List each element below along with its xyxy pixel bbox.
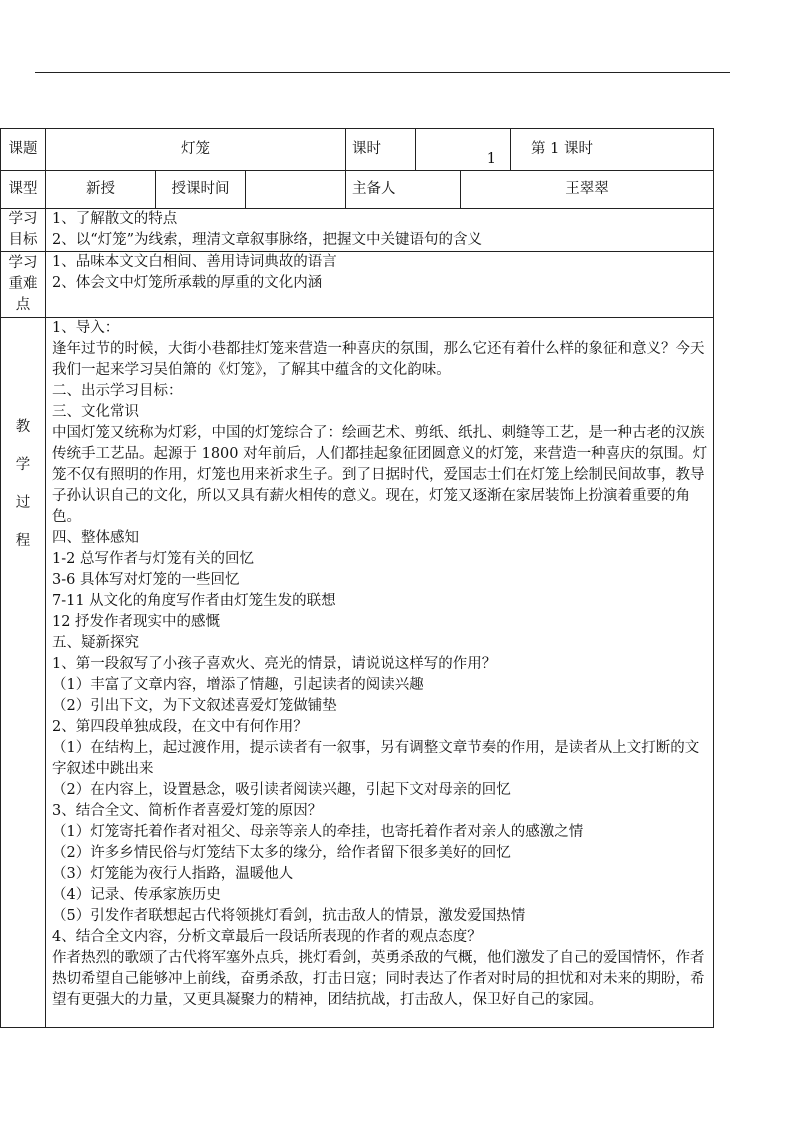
row-focus bbox=[1, 252, 714, 318]
type-label: 课型 bbox=[1, 171, 46, 209]
hours-label: 课时 bbox=[346, 129, 416, 171]
lesson-number: 第 1 课时 bbox=[511, 129, 714, 171]
process-label-char: 过 bbox=[15, 495, 31, 511]
header-rule bbox=[35, 72, 730, 73]
focus-content bbox=[46, 252, 714, 318]
type-value: 新授 bbox=[46, 171, 156, 209]
focus-label-line: 学习 bbox=[8, 255, 38, 271]
process-answer: （3）灯笼能为夜行人指路，温暖他人 bbox=[52, 866, 294, 882]
goal-item: 1、了解散文的特点 bbox=[52, 211, 178, 227]
process-answer: （4）记录、传承家族历史 bbox=[52, 887, 221, 903]
process-item: 3-6 具体写对灯笼的一些回忆 bbox=[52, 572, 240, 588]
process-heading: 五、疑新探究 bbox=[52, 635, 139, 651]
process-question: 3、结合全文、简析作者喜爱灯笼的原因？ bbox=[52, 803, 323, 819]
row-goals bbox=[1, 209, 714, 252]
goals-label bbox=[1, 209, 46, 252]
process-question: 2、第四段单独成段，在文中有何作用？ bbox=[52, 719, 308, 735]
process-answer: （2）许多乡情民俗与灯笼结下太多的缘分，给作者留下很多美好的回忆 bbox=[52, 845, 511, 861]
process-item: 12 抒发作者现实中的感慨 bbox=[52, 614, 221, 630]
goal-item: 2、以“灯笼”为线索，理清文章叙事脉络，把握文中关键语句的含义 bbox=[52, 232, 483, 248]
time-label: 授课时间 bbox=[156, 171, 246, 209]
row-process bbox=[1, 318, 714, 1028]
process-paragraph: 中国灯笼又统称为灯彩，中国的灯笼综合了：绘画艺术、剪纸、纸扎、刺缝等工艺，是一种古老的汉族传统手工艺品。起源于 1800 对年前后，人们都挂起象征团圆意义的灯笼，来营造一种喜庆的氛围。灯笼不仅有照明的作用，灯笼也用来祈求生子。到了日据时代，爱国志士们在灯笼上绘制民间故事，教导子孙认识自己的文化，所以又具有薪火相传的意义。现在，灯笼又逐渐在家居装饰上扮演着重要的角色。 bbox=[52, 425, 708, 525]
process-label-char: 教 bbox=[15, 419, 31, 435]
process-heading: 四、整体感知 bbox=[52, 530, 139, 546]
goals-label-line: 目标 bbox=[8, 232, 38, 248]
process-label bbox=[1, 318, 46, 1028]
process-label-char: 程 bbox=[15, 533, 31, 549]
process-paragraph: 作者热烈的歌颂了古代将军塞外点兵，挑灯看剑，英勇杀敌的气概，他们激发了自己的爱国情怀，作者热切希望自己能够冲上前线，奋勇杀敌，打击日寇；同时表达了作者对时局的担忧和对未来的期盼，希望有更强大的力量，又更具凝聚力的精神，团结抗战，打击敌人，保卫好自己的家园。 bbox=[52, 950, 705, 1008]
process-label-char: 学 bbox=[15, 457, 31, 473]
focus-item: 1、品味本文文白相间、善用诗词典故的语言 bbox=[52, 254, 337, 270]
focus-label bbox=[1, 252, 46, 318]
process-answer: （1）丰富了文章内容，增添了情趣，引起读者的阅读兴趣 bbox=[52, 677, 424, 693]
process-answer: （2）在内容上，设置悬念，吸引读者阅读兴趣，引起下文对母亲的回忆 bbox=[52, 782, 511, 798]
process-paragraph: 逢年过节的时候，大街小巷都挂灯笼来营造一种喜庆的氛围，那么它还有着什么样的象征和意义？今天我们一起来学习吴伯箫的《灯笼》，了解其中蕴含的文化韵味。 bbox=[52, 341, 705, 378]
process-heading: 二、出示学习目标： bbox=[52, 383, 183, 399]
goals-label-line: 学习 bbox=[8, 211, 38, 227]
process-question: 4、结合全文内容，分析文章最后一段话所表现的作者的观点态度？ bbox=[52, 929, 482, 945]
process-answer: （1）在结构上，起过渡作用，提示读者有一叙事，另有调整文章节奏的作用，是读者从上文打断的文字叙述中跳出来 bbox=[52, 740, 700, 777]
preparer-value: 王翠翠 bbox=[461, 171, 714, 209]
focus-label-line: 点 bbox=[15, 297, 31, 313]
focus-label-line: 重难 bbox=[8, 276, 38, 292]
process-content bbox=[46, 318, 714, 1028]
goals-content bbox=[46, 209, 714, 252]
focus-item: 2、体会文中灯笼所承载的厚重的文化内涵 bbox=[52, 275, 323, 291]
process-answer: （2）引出下文，为下文叙述喜爱灯笼做铺垫 bbox=[52, 698, 337, 714]
course-label: 课题 bbox=[1, 129, 46, 171]
hours-value: 1 bbox=[416, 129, 511, 171]
process-answer: （5）引发作者联想起古代将领挑灯看剑，抗击敌人的情景，激发爱国热情 bbox=[52, 908, 526, 924]
time-value bbox=[246, 171, 346, 209]
preparer-label: 主备人 bbox=[346, 171, 461, 209]
row-course bbox=[1, 129, 714, 171]
process-question: 1、第一段叙写了小孩子喜欢火、亮光的情景，请说说这样写的作用？ bbox=[52, 656, 497, 672]
course-title: 灯笼 bbox=[46, 129, 346, 171]
process-heading: 三、文化常识 bbox=[52, 404, 139, 420]
row-type bbox=[1, 171, 714, 209]
process-item: 1-2 总写作者与灯笼有关的回忆 bbox=[52, 551, 254, 567]
lesson-plan-table bbox=[0, 128, 714, 1028]
process-item: 7-11 从文化的角度写作者由灯笼生发的联想 bbox=[52, 593, 336, 609]
process-heading: 1、导入： bbox=[52, 320, 120, 336]
process-answer: （1）灯笼寄托着作者对祖父、母亲等亲人的牵挂，也寄托着作者对亲人的感激之情 bbox=[52, 824, 584, 840]
